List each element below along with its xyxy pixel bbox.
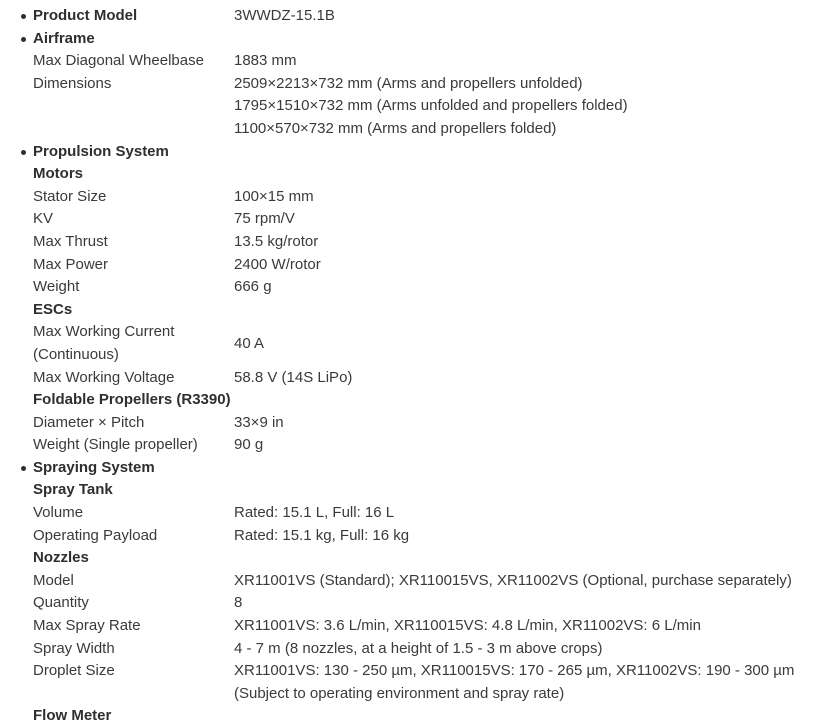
- spec-row: [33, 186, 818, 209]
- spec-label: [33, 254, 234, 277]
- spec-label-text: Max Diagonal Wheelbase: [33, 52, 204, 70]
- spec-row: [33, 254, 818, 277]
- spec-label-text: Spray Tank: [33, 481, 113, 499]
- spec-section-title: [33, 5, 234, 28]
- spec-value-line: XR11001VS: 130 - 250 µm, XR110015VS: 170 - 265 µm, XR11002VS: 190 - 300 µm: [234, 662, 795, 680]
- spec-value: 666 g: [234, 278, 272, 296]
- spec-label: [33, 73, 234, 96]
- spec-label: [33, 50, 234, 73]
- spec-subsection-title: [33, 547, 234, 570]
- spec-subsection-title: [33, 163, 234, 186]
- spec-row: [33, 276, 818, 299]
- spec-label-text: Product Model: [33, 7, 138, 24]
- spec-label-text: Max Spray Rate: [33, 617, 141, 635]
- spec-section-title: [33, 141, 234, 164]
- spec-value: 33×9 in: [234, 413, 284, 431]
- spec-value: 8: [234, 594, 243, 612]
- spec-label-text: Foldable Propellers (R3390): [33, 391, 231, 409]
- spec-label: [33, 276, 234, 299]
- spec-label-text: Stator Size: [33, 187, 107, 205]
- spec-row: [33, 208, 818, 231]
- spec-section-row: [33, 5, 818, 28]
- spec-label-text: Motors: [33, 165, 83, 183]
- spec-value-line: 1795×1510×732 mm (Arms unfolded and propellers folded): [234, 97, 628, 115]
- spec-subsection-row: [33, 547, 818, 570]
- spec-label: [33, 525, 234, 548]
- spec-value: [234, 73, 818, 141]
- spec-label-text: Operating Payload: [33, 526, 158, 544]
- spec-label: [33, 570, 234, 593]
- spec-label-text: Max Working Current (Continuous): [33, 323, 175, 363]
- spec-value: 40 A: [234, 334, 265, 352]
- spec-label-text: Weight: [33, 278, 80, 296]
- bullet-icon: [21, 14, 26, 19]
- spec-label: [33, 412, 234, 435]
- bullet-icon: [21, 150, 26, 155]
- spec-value: 13.5 kg/rotor: [234, 232, 319, 250]
- spec-value: 90 g: [234, 436, 264, 454]
- spec-subsection-row: [33, 163, 818, 186]
- spec-label-text: Volume: [33, 504, 84, 522]
- spec-row: [33, 502, 818, 525]
- spec-label-text: Droplet Size: [33, 662, 115, 680]
- spec-label: [33, 367, 234, 390]
- spec-row: [33, 638, 818, 661]
- spec-section-row: [33, 457, 818, 480]
- spec-label: [33, 592, 234, 615]
- spec-value: 100×15 mm: [234, 187, 314, 205]
- spec-label: [33, 434, 234, 457]
- spec-label: [33, 186, 234, 209]
- spec-label-text: Flow Meter: [33, 707, 112, 725]
- spec-row: [33, 592, 818, 615]
- spec-label-text: Max Power: [33, 255, 109, 273]
- spec-value: XR11001VS (Standard); XR110015VS, XR11002VS (Optional, purchase separately): [234, 571, 792, 589]
- spec-label-text: Weight (Single propeller): [33, 436, 198, 454]
- spec-row: [33, 434, 818, 457]
- spec-row: [33, 367, 818, 390]
- spec-label-text: Quantity: [33, 594, 89, 612]
- spec-row: [33, 73, 818, 141]
- spec-value: 75 rpm/V: [234, 210, 295, 228]
- spec-label-text: Spray Width: [33, 639, 115, 657]
- spec-value: 58.8 V (14S LiPo): [234, 368, 353, 386]
- spec-value-line: 2509×2213×732 mm (Arms and propellers unfolded): [234, 74, 583, 92]
- spec-subsection-row: [33, 389, 818, 412]
- spec-label-text: ESCs: [33, 300, 73, 318]
- spec-table: [33, 5, 818, 727]
- spec-label-text: Diameter × Pitch: [33, 413, 145, 431]
- spec-label-text: KV: [33, 210, 54, 228]
- spec-label: [33, 502, 234, 525]
- spec-row: [33, 660, 818, 705]
- spec-label-text: Max Working Voltage: [33, 368, 175, 386]
- spec-section-title: [33, 28, 234, 51]
- spec-value: 3WWDZ-15.1B: [234, 7, 335, 24]
- spec-value: 2400 W/rotor: [234, 255, 321, 273]
- spec-value-line: (Subject to operating environment and spray rate): [234, 684, 565, 702]
- spec-subsection-title: [33, 389, 234, 412]
- spec-subsection-row: [33, 479, 818, 502]
- spec-subsection-title: [33, 479, 234, 502]
- spec-section-title: [33, 457, 234, 480]
- spec-label-text: Max Thrust: [33, 232, 108, 250]
- spec-subsection-row: [33, 299, 818, 322]
- spec-value: Rated: 15.1 L, Full: 16 L: [234, 504, 395, 522]
- bullet-icon: [21, 466, 26, 471]
- spec-label-text: Model: [33, 571, 74, 589]
- spec-value-line: 1100×570×732 mm (Arms and propellers folded): [234, 119, 557, 137]
- spec-row: [33, 50, 818, 73]
- spec-value: [234, 660, 818, 705]
- spec-value: 4 - 7 m (8 nozzles, at a height of 1.5 - 3 m above crops): [234, 639, 603, 657]
- spec-row: [33, 231, 818, 254]
- spec-subsection-title: [33, 299, 234, 322]
- spec-section-row: [33, 28, 818, 51]
- spec-label: [33, 660, 234, 683]
- bullet-icon: [21, 37, 26, 42]
- spec-row: [33, 615, 818, 638]
- spec-row: [33, 412, 818, 435]
- spec-row: [33, 525, 818, 548]
- spec-label: [33, 321, 234, 366]
- spec-label-text: Nozzles: [33, 549, 89, 567]
- spec-value: 1883 mm: [234, 52, 297, 70]
- spec-label: [33, 638, 234, 661]
- spec-subsection-row: [33, 705, 818, 727]
- spec-label-text: Spraying System: [33, 458, 155, 476]
- spec-label-text: Propulsion System: [33, 142, 169, 160]
- spec-label: [33, 231, 234, 254]
- spec-subsection-title: [33, 705, 234, 727]
- spec-label: [33, 208, 234, 231]
- spec-value: Rated: 15.1 kg, Full: 16 kg: [234, 526, 410, 544]
- spec-label-text: Airframe: [33, 29, 95, 47]
- spec-value: XR11001VS: 3.6 L/min, XR110015VS: 4.8 L/min, XR11002VS: 6 L/min: [234, 617, 701, 635]
- spec-row: [33, 321, 818, 366]
- spec-label-text: Dimensions: [33, 74, 112, 92]
- spec-label: [33, 615, 234, 638]
- spec-row: [33, 570, 818, 593]
- spec-section-row: [33, 141, 818, 164]
